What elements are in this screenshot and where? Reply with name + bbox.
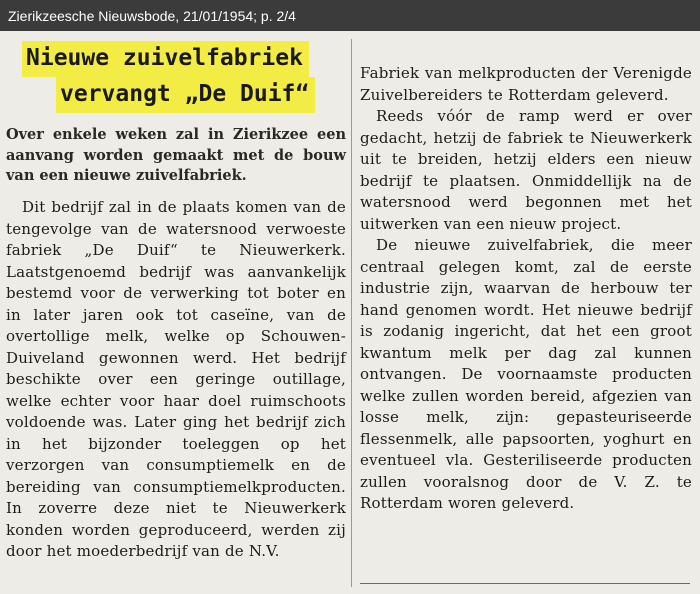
column-divider bbox=[351, 39, 352, 587]
lead-paragraph: Over enkele weken zal in Zierikzee een aanvang worden gemaakt met de bouw van een nieuwe zuivelfabriek. bbox=[6, 126, 346, 184]
end-rule bbox=[360, 583, 690, 584]
body-paragraph: Fabriek van melkproducten der Verenigde Zuivelbereiders te Rotterdam geleverd. bbox=[360, 64, 692, 104]
headline-line-2: vervangt „De Duif“ bbox=[56, 77, 315, 113]
left-column bbox=[6, 197, 346, 563]
body-paragraph: De nieuwe zuivelfabriek, die meer centraal gelegen komt, zal de eerste industrie zijn, waarvan de herbouw ter hand genomen wordt. Het nieuwe bedrijf is zodanig ingericht, dat het een groot kwantum melk per dag zal kunnen ontvangen. De voornaamste producten welke zullen worden bereid, afgezien van losse melk, zijn: gepasteuriseerde flessenmelk, alle papsoorten, yoghurt en eventueel vla. Gesteriliseerde producten zullen vooralsnog door de V. Z. te Rotterdam woren geleverd. bbox=[360, 236, 692, 512]
newspaper-clipping bbox=[0, 31, 700, 594]
source-caption: Zierikzeesche Nieuwsbode, 21/01/1954; p. 2/4 bbox=[8, 8, 296, 24]
right-column bbox=[360, 63, 692, 515]
body-paragraph: Dit bedrijf zal in de plaats komen van de tengevolge van de watersnood verwoeste fabriek „De Duif“ te Nieuwerkerk. Laatstgenoemd bedrijf was aanvankelijk bestemd voor de verwerking tot boter en in later jaren ook tot caseïne, van de overtollige melk, welke op Schouwen-Duiveland gewonnen werd. Het bedrijf beschikte over een geringe outillage, welke echter voor haar doel ruimschoots voldoende was. Later ging het bedrijf zich in het bijzonder toeleggen op het verzorgen van consumptiemelk en de bereiding van consumptiemelkproducten. In zoverre deze niet te Nieuwerkerk konden worden geproduceerd, werden zij door het moederbedrijf van de N.V. bbox=[6, 198, 346, 560]
body-paragraph: Reeds vóór de ramp werd er over gedacht, hetzij de fabriek te Nieuwerkerk uit te breiden, hetzij elders een nieuw bedrijf te plaatsen. Onmiddellijk na de watersnood werd begonnen met het uitwerken van een nieuw project. bbox=[360, 107, 692, 233]
source-caption-bar bbox=[0, 0, 700, 31]
headline-line-1: Nieuwe zuivelfabriek bbox=[22, 41, 309, 77]
headline bbox=[22, 41, 322, 113]
